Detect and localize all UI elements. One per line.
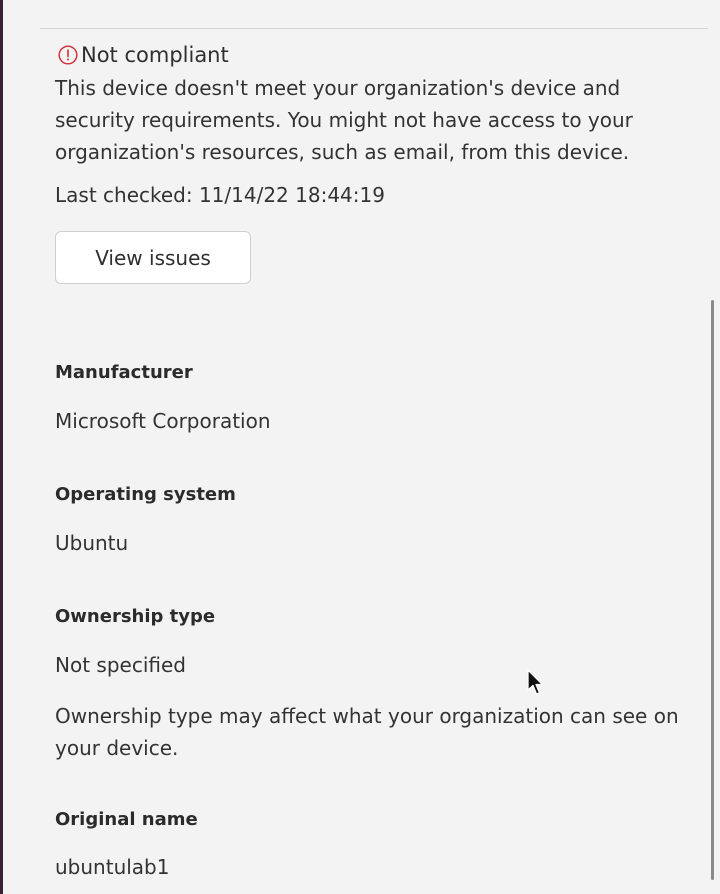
ownership-type-note: Ownership type may affect what your organization can see on your device.	[55, 704, 679, 760]
manufacturer-label: Manufacturer	[55, 362, 193, 383]
window-left-edge	[0, 0, 3, 894]
alert-circle-icon	[58, 45, 78, 65]
view-issues-button[interactable]: View issues	[55, 231, 251, 284]
top-divider	[40, 28, 708, 29]
last-checked-timestamp: Last checked: 11/14/22 18:44:19	[55, 183, 385, 207]
ownership-type-value: Not specified	[55, 653, 186, 677]
manufacturer-value: Microsoft Corporation	[55, 409, 271, 433]
operating-system-value: Ubuntu	[55, 531, 129, 555]
original-name-label: Original name	[55, 809, 198, 830]
scrollbar-thumb[interactable]	[711, 300, 714, 880]
compliance-description: This device doesn't meet your organization's device and security requirements. You might not have access to your organization's resources, such as email, from this device.	[55, 76, 633, 164]
operating-system-label: Operating system	[55, 484, 236, 505]
original-name-value: ubuntulab1	[55, 855, 170, 879]
vertical-scrollbar[interactable]	[706, 290, 720, 894]
mouse-pointer-icon	[526, 669, 546, 697]
ownership-type-label: Ownership type	[55, 606, 216, 627]
compliance-status	[58, 41, 229, 69]
compliance-status-label: Not compliant	[81, 43, 229, 67]
